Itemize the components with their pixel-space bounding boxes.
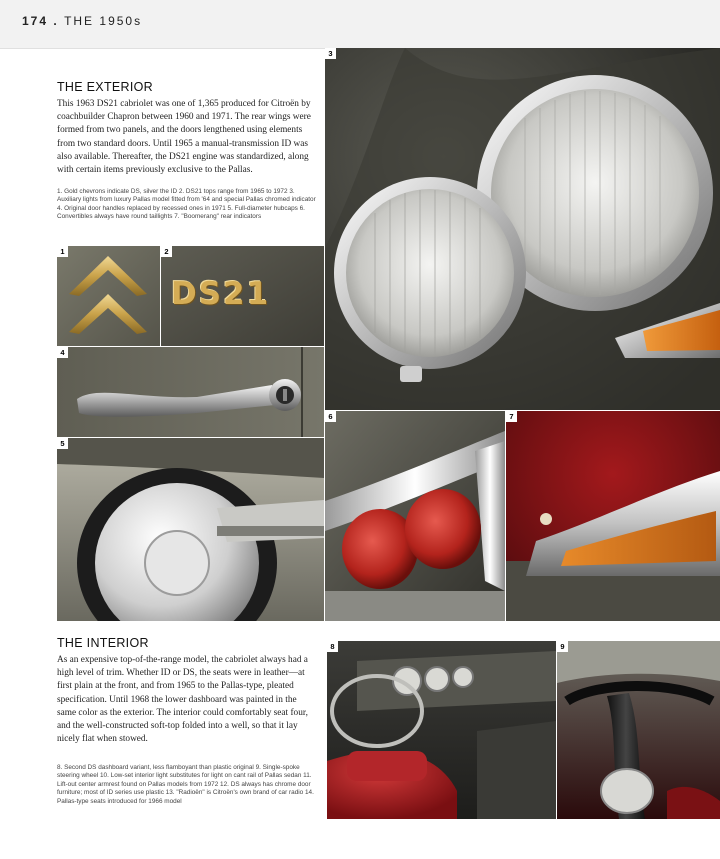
photo-number: 8: [327, 641, 338, 652]
page-header: [0, 0, 720, 49]
photo-taillights: [325, 411, 505, 621]
exterior-body: This 1963 DS21 cabriolet was one of 1,365 produced for Citroën by coachbuilder Chapron between 1960 and 1971. The rear wings were formed from two panels, and the doors lengthened using elements from two standard doors. Until 1965 a manual-transmission ID was also available. Thereafter, the DS21 engine was standardized, along with certain items previously exclusive to the Pallas.: [57, 99, 311, 176]
chapter-title: THE 1950s: [64, 14, 143, 28]
photo-door-handle: [57, 347, 324, 437]
ds21-badge: DS21: [171, 276, 271, 312]
chevrons-illustration: [57, 246, 160, 346]
dashboard-illustration: [327, 641, 556, 819]
folio-separator: .: [53, 14, 59, 28]
photo-number: 3: [325, 48, 336, 59]
steering-wheel-illustration: [557, 641, 720, 819]
photo-dashboard: [327, 641, 556, 819]
photo-steering-wheel: [557, 641, 720, 819]
photo-number: 9: [557, 641, 568, 652]
photo-chevrons: [57, 246, 160, 346]
photo-number: 2: [161, 246, 172, 257]
interior-caption: 8. Second DS dashboard variant, less flamboyant than plastic original 9. Single-spoke steering wheel 10. Low-set interior light substitutes for light on cant rail of Pallas sedan 11. Lift-out center armrest found on Pallas models from 1972 12. DS always has chrome door furniture; most of ID series use plastic 13. "Radioën" is Citroën's own brand of car radio 14. Pallas-type seats introduced for 1966 model: [57, 764, 314, 805]
interior-heading: THE INTERIOR: [57, 636, 149, 650]
photo-number: 5: [57, 438, 68, 449]
headlights-illustration: [325, 48, 720, 410]
exterior-heading: THE EXTERIOR: [57, 80, 153, 94]
photo-hubcap: [57, 438, 324, 621]
photo-number: 6: [325, 411, 336, 422]
photo-number: 4: [57, 347, 68, 358]
photo-number: 7: [506, 411, 517, 422]
hubcap-illustration: [57, 438, 324, 621]
photo-rear-indicator: [506, 411, 720, 621]
indicator-illustration: [506, 411, 720, 621]
photo-ds21-badge: [161, 246, 324, 346]
page-number: 174: [22, 14, 49, 28]
taillights-illustration: [325, 411, 505, 621]
photo-headlights: [325, 48, 720, 410]
page-folio: [22, 14, 142, 28]
exterior-caption: 1. Gold chevrons indicate DS, silver the ID 2. DS21 tops range from 1965 to 1972 3. Auxiliary lights from luxury Pallas model fitted from '64 and special Pallas chromed indicator 4. Original door handles replaced by recessed ones in 1971 5. Full-diameter hubcaps 6. Convertibles always have round taillights 7. "Boomerang" rear indicators: [57, 188, 316, 221]
interior-body: As an expensive top-of-the-range model, the cabriolet always had a high level of trim. Whether ID or DS, the seats were in leather—at first plain at the front, and from 1965 to the Pallas-type, pleated specification. Until 1968 the lower dashboard was painted in the same color as the exterior. The interior could comfortably seat four, and the well-constructed soft-top folded into a well, so that it lay nicely flat when stowed.: [57, 655, 308, 745]
door-handle-illustration: [57, 347, 324, 437]
photo-number: 1: [57, 246, 68, 257]
